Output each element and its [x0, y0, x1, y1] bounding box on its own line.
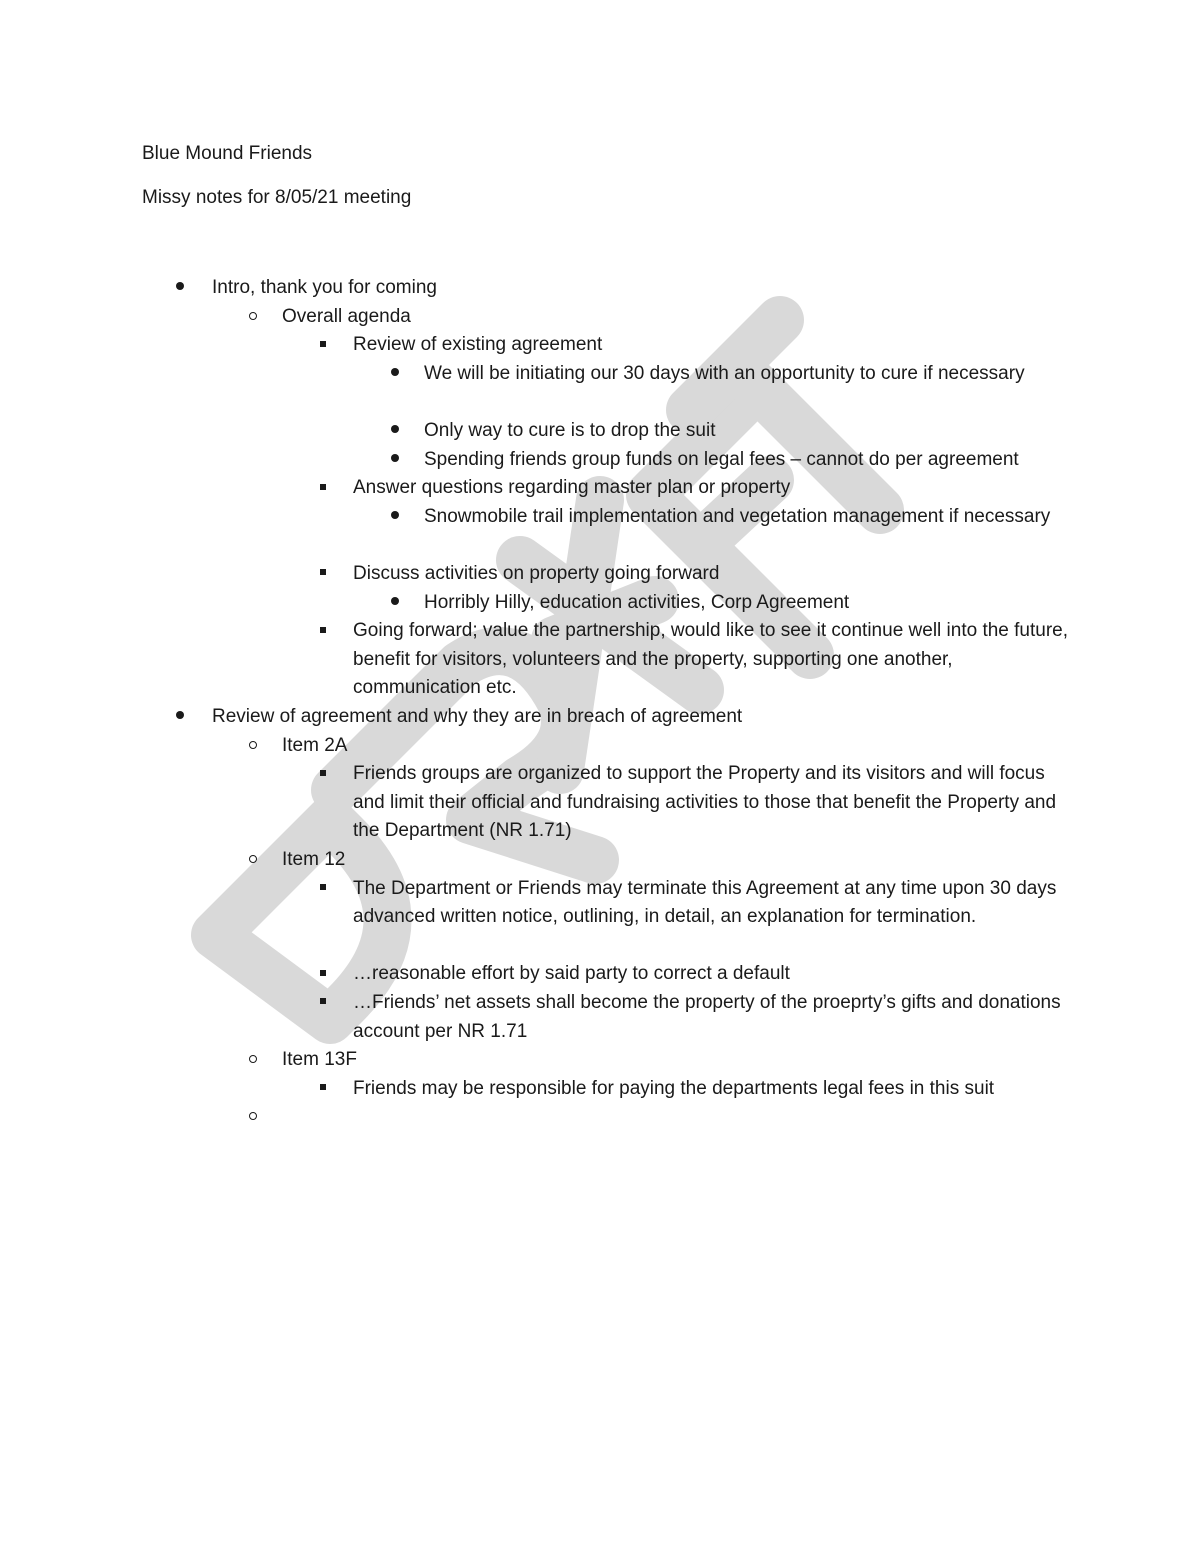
- outline-item-text: …reasonable effort by said party to correct a default: [353, 963, 790, 985]
- square-bullet-icon: [313, 474, 333, 503]
- circle-bullet-icon: [243, 732, 263, 761]
- outline-item-text: Answer questions regarding master plan or property: [353, 477, 791, 499]
- disc-bullet-icon: [170, 274, 190, 303]
- square-bullet-icon: [313, 760, 333, 789]
- square-bullet-icon: [313, 960, 333, 989]
- outline-item-text: Discuss activities on property going forward: [353, 563, 720, 584]
- outline-item-text: Friends groups are organized to support the Property and its visitors and will focus and limit their official and fundraising activities to those that benefit the Property and the Department (NR 1.71): [353, 763, 1057, 842]
- square-bullet-icon: [313, 331, 333, 360]
- outline-item-text: Review of existing agreement: [353, 334, 603, 356]
- outline-item-text: Spending friends group funds on legal fees – cannot do per agreement: [424, 448, 1019, 470]
- outline-item-text: Horribly Hilly, education activities, Corp Agreement: [424, 591, 850, 613]
- disc-bullet-icon: [385, 360, 405, 389]
- outline-item-text: Intro, thank you for coming: [212, 277, 437, 298]
- square-bullet-icon: [313, 989, 333, 1018]
- square-bullet-icon: [313, 617, 333, 646]
- square-bullet-icon: [313, 875, 333, 904]
- disc-bullet-icon: [385, 417, 405, 446]
- outline-item-text: Item 13F: [282, 1049, 357, 1071]
- document-title: Blue Mound Friends: [142, 143, 313, 164]
- disc-bullet-icon: [170, 703, 190, 732]
- circle-bullet-icon: [243, 1103, 263, 1132]
- outline-item-text: The Department or Friends may terminate this Agreement at any time upon 30 days advanced written notice, outlining, in detail, an explanation for termination.: [353, 877, 1057, 928]
- outline-item-text: Review of agreement and why they are in breach of agreement: [212, 706, 743, 727]
- circle-bullet-icon: [243, 1046, 263, 1075]
- disc-bullet-icon: [385, 446, 405, 475]
- outline-item-text: Going forward; value the partnership, would like to see it continue well into the future, benefit for visitors, volunteers and the property, supporting one another, communication etc.: [353, 620, 1069, 699]
- circle-bullet-icon: [243, 303, 263, 332]
- disc-bullet-icon: [385, 503, 405, 532]
- square-bullet-icon: [313, 1075, 333, 1104]
- outline-item-text: Overall agenda: [282, 305, 411, 327]
- outline-item-text: We will be initiating our 30 days with an opportunity to cure if necessary: [424, 362, 1025, 384]
- circle-bullet-icon: [243, 846, 263, 875]
- disc-bullet-icon: [385, 589, 405, 618]
- outline-item-text: Item 2A: [282, 734, 348, 756]
- square-bullet-icon: [313, 560, 333, 589]
- outline-item-text: Only way to cure is to drop the suit: [424, 420, 716, 441]
- document-subtitle: Missy notes for 8/05/21 meeting: [142, 187, 412, 208]
- outline-item-text: …Friends’ net assets shall become the property of the proeprty’s gifts and donations account per NR 1.71: [353, 992, 1061, 1042]
- outline-item-text: Item 12: [282, 849, 346, 870]
- outline-item-text: Friends may be responsible for paying the departments legal fees in this suit: [353, 1077, 995, 1099]
- outline-item-text: Snowmobile trail implementation and vegetation management if necessary: [424, 505, 1051, 527]
